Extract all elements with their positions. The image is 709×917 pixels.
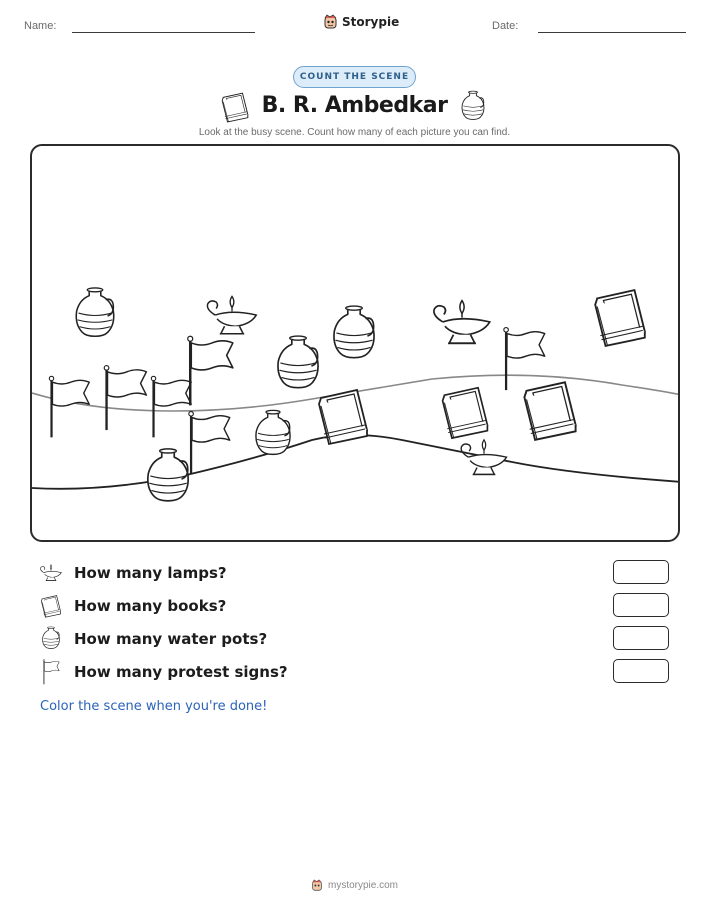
lamp: [434, 301, 490, 344]
question-text: How many water pots?: [74, 630, 268, 648]
water-pot-icon: [458, 90, 488, 124]
water-pot: [256, 410, 290, 454]
storypie-mascot-icon: [311, 879, 323, 892]
protest-sign: [189, 412, 230, 475]
protest-sign: [188, 336, 233, 405]
protest-sign: [104, 366, 146, 431]
protest-sign: [504, 328, 545, 391]
footer: [0, 879, 709, 892]
storypie-mascot-icon: [323, 14, 338, 30]
lamp: [207, 296, 256, 333]
protest-sign: [49, 376, 89, 437]
date-label: Date:: [492, 20, 519, 32]
question-row: [38, 626, 678, 652]
question-text: How many books?: [74, 597, 227, 615]
book: [319, 390, 367, 444]
water-pot-icon: [38, 626, 64, 652]
answer-box[interactable]: [613, 593, 669, 617]
worksheet-tag: COUNT THE SCENE: [293, 66, 416, 88]
page-title: B. R. Ambedkar: [261, 93, 448, 118]
question-text: How many lamps?: [74, 564, 227, 582]
closing-note: Color the scene when you're done!: [40, 699, 268, 714]
lamp: [461, 440, 506, 475]
storypie-logo: [323, 14, 399, 30]
book: [595, 290, 645, 346]
foreground-hill-line: [32, 435, 680, 489]
question-row: [38, 593, 678, 619]
book-icon: [38, 593, 64, 619]
answer-box[interactable]: [613, 659, 669, 683]
protest-sign: [151, 376, 191, 437]
scene-panel: [30, 144, 680, 542]
protest-sign-icon: [38, 659, 64, 685]
answer-box[interactable]: [613, 626, 669, 650]
instructions: Look at the busy scene. Count how many of each picture you can find.: [198, 127, 511, 138]
answer-box[interactable]: [613, 560, 669, 584]
footer-site[interactable]: mystorypie.com: [327, 880, 398, 891]
lamp-icon: [38, 560, 64, 586]
water-pot: [76, 288, 114, 336]
book: [524, 382, 575, 440]
date-line[interactable]: [538, 32, 686, 33]
water-pot: [334, 306, 374, 358]
name-label: Name:: [24, 20, 57, 32]
question-row: [38, 659, 678, 685]
water-pot: [148, 449, 188, 501]
book: [443, 388, 488, 438]
brand-name: Storypie: [342, 15, 400, 29]
question-text: How many protest signs?: [74, 663, 288, 681]
water-pot: [278, 336, 318, 388]
scene-illustration: [32, 146, 680, 542]
question-row: [38, 560, 678, 586]
name-line[interactable]: [72, 32, 255, 33]
